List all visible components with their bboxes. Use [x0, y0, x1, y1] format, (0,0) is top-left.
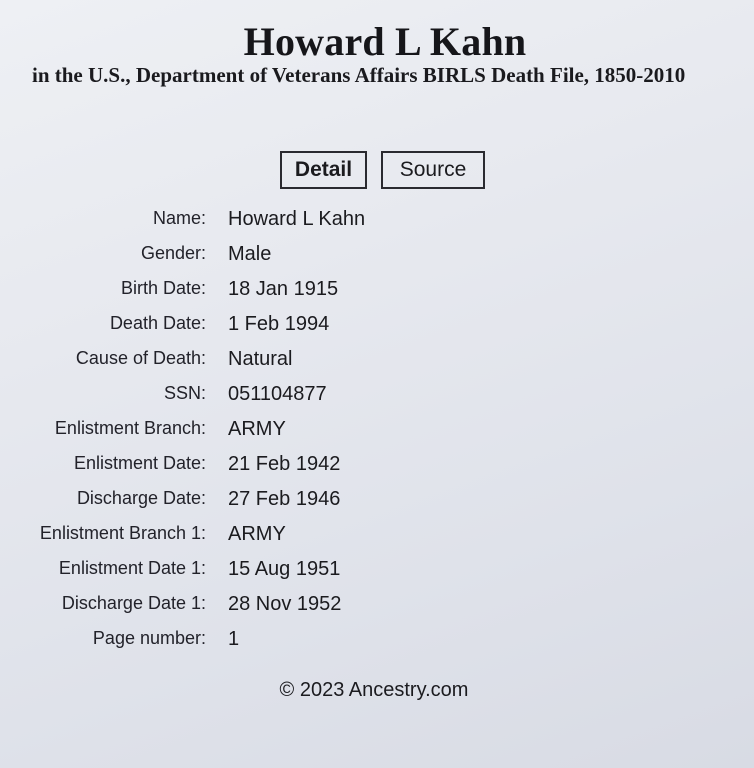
tab-detail[interactable]: Detail: [280, 151, 367, 189]
field-row-death-date: [0, 311, 754, 346]
field-row-discharge-date: [0, 486, 754, 521]
field-value: Natural: [228, 348, 293, 370]
field-label: Enlistment Branch:: [54, 418, 206, 438]
field-value: 051104877: [228, 383, 327, 405]
record-subtitle: in the U.S., Department of Veterans Affairs BIRLS Death File, 1850-2010: [32, 63, 686, 87]
field-row-name: [0, 206, 754, 241]
field-row-gender: [0, 241, 754, 276]
field-value: 28 Nov 1952: [228, 593, 342, 615]
tab-source[interactable]: Source: [381, 151, 485, 189]
field-row-ssn: [0, 381, 754, 416]
field-row-birth-date: [0, 276, 754, 311]
record-title: Howard L Kahn: [243, 19, 527, 64]
field-row-enlistment-branch-1: [0, 521, 754, 556]
field-label: Enlistment Date 1:: [58, 558, 206, 578]
field-row-enlistment-branch: [0, 416, 754, 451]
field-value: 21 Feb 1942: [228, 453, 341, 475]
field-value: ARMY: [228, 523, 286, 545]
field-value: Howard L Kahn: [228, 208, 366, 230]
field-row-enlistment-date: [0, 451, 754, 486]
field-row-page-number: [0, 626, 754, 661]
field-value: 1: [228, 628, 240, 650]
field-label: Name:: [152, 208, 206, 228]
field-label: Discharge Date 1:: [61, 593, 206, 613]
record-tabs: [280, 151, 485, 189]
field-label: Gender:: [140, 243, 206, 263]
field-value: 18 Jan 1915: [228, 278, 339, 300]
field-label: Enlistment Branch 1:: [39, 523, 206, 543]
field-label: SSN:: [163, 383, 206, 403]
field-label: Death Date:: [109, 313, 206, 333]
field-value: ARMY: [228, 418, 286, 440]
field-value: 1 Feb 1994: [228, 313, 330, 335]
field-value: 15 Aug 1951: [228, 558, 341, 580]
copyright-notice: © 2023 Ancestry.com: [279, 679, 469, 701]
field-label: Discharge Date:: [76, 488, 206, 508]
field-value: 27 Feb 1946: [228, 488, 341, 510]
field-label: Enlistment Date:: [73, 453, 206, 473]
field-row-discharge-date-1: [0, 591, 754, 626]
field-row-enlistment-date-1: [0, 556, 754, 591]
field-value: Male: [228, 243, 272, 265]
record-details: [0, 206, 754, 661]
field-label: Page number:: [92, 628, 206, 648]
field-row-cause-of-death: [0, 346, 754, 381]
field-label: Cause of Death:: [75, 348, 206, 368]
field-label: Birth Date:: [120, 278, 206, 298]
